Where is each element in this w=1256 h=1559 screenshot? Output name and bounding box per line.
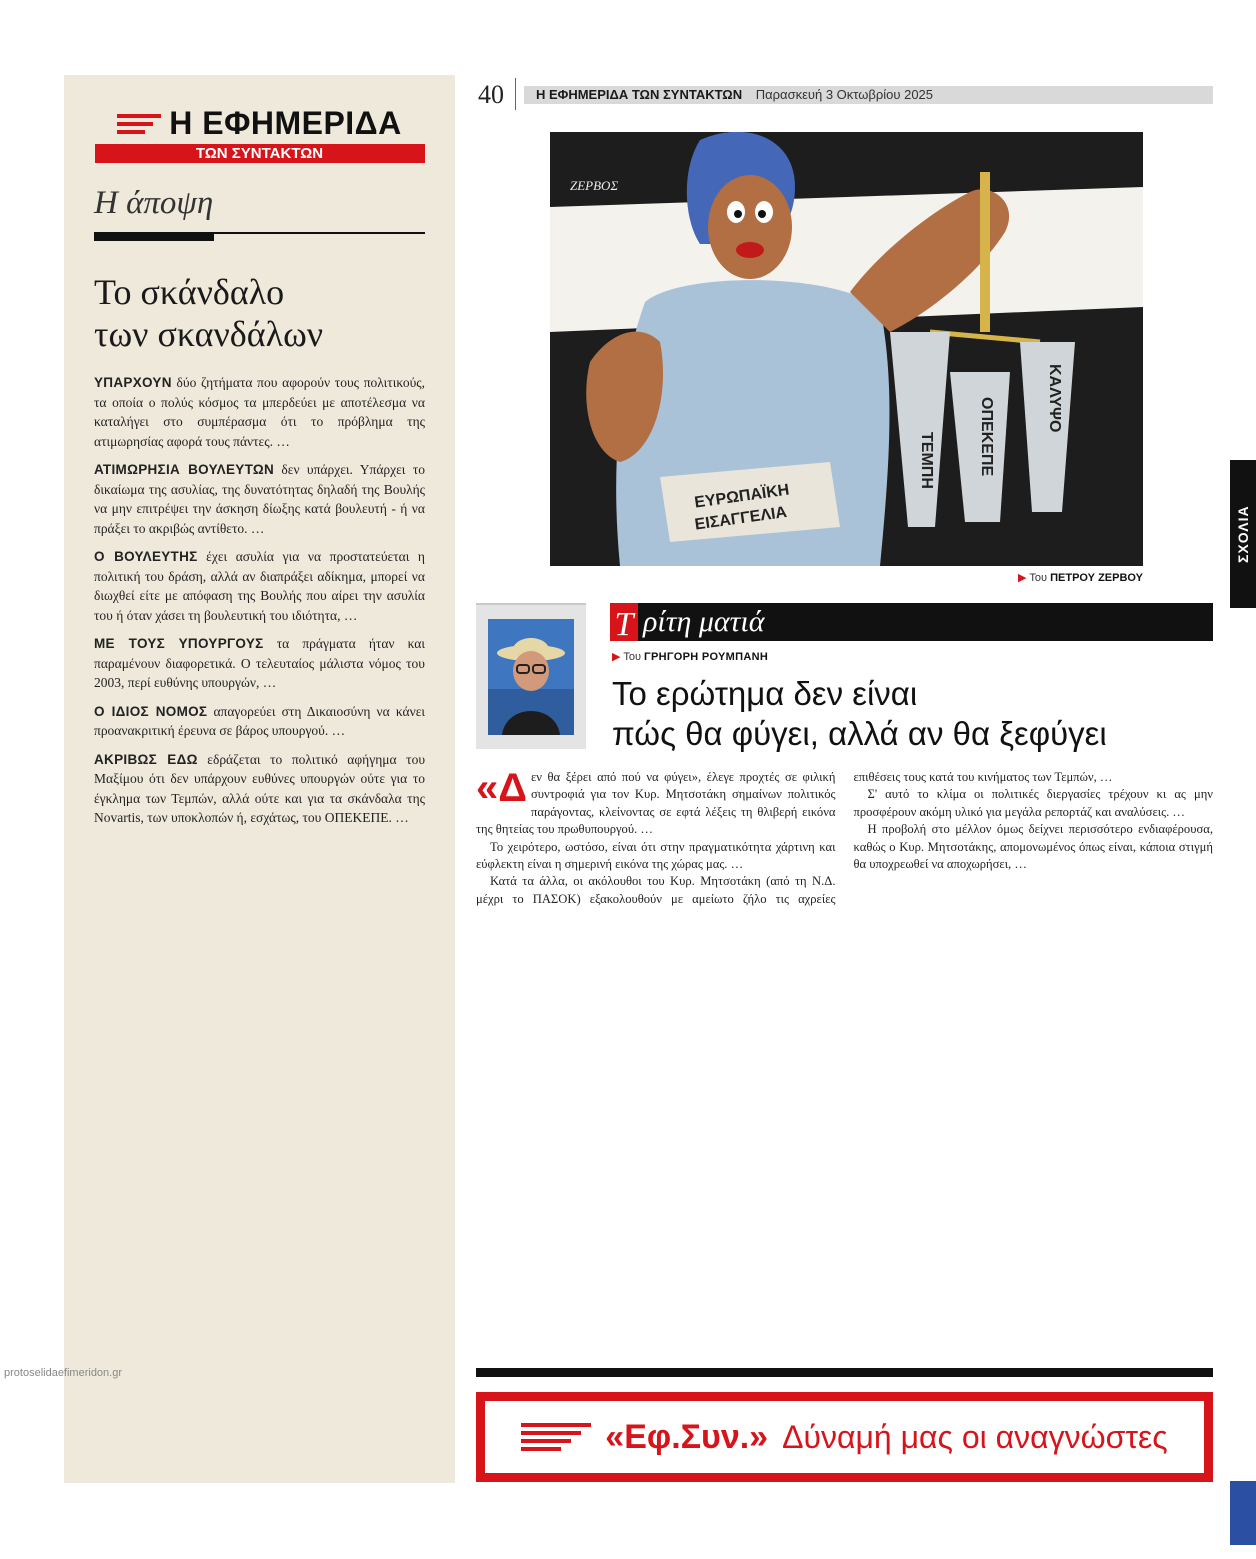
triangle-icon: ▶: [612, 651, 621, 663]
page-header: [478, 78, 1213, 110]
promo-banner[interactable]: [476, 1392, 1213, 1482]
promo-slogan: Δύναμή μας οι αναγνώστες: [782, 1418, 1168, 1455]
side-section-tab[interactable]: ΣΧΟΛΙΑ: [1230, 460, 1256, 608]
byline-name: ΓΡΗΓΟΡΗ ΡΟΥΜΠΑΝΗ: [644, 651, 769, 663]
column-banner: [610, 603, 1213, 641]
sword-label: ΟΠΕΚΕΠΕ: [978, 397, 995, 477]
paragraph-text: εν θα ξέρει από πού να φύγει», έλεγε προχτές σε φιλική συντροφιά για τον Κυρ. Μητσοτάκη σημαίνων πολιτικός παράγοντας, κλείνοντας σε εφτά λέξεις τη θλιβερή εικόνα της θητείας του πρωθυπουργού. …: [476, 770, 836, 837]
editorial-body: [94, 373, 425, 828]
sash-text-line1: ΕΥΡΩΠΑΪΚΗ: [693, 481, 791, 512]
blue-corner-marker: [1230, 1481, 1256, 1545]
section-rule: [94, 232, 425, 241]
article-paragraph: Το χειρότερο, ωστόσο, είναι ότι στην πραγματικότητα χάρτινη και εύφλεκτη είναι η σημερινή εικόνα της χώρας μας. …: [476, 839, 836, 872]
article-paragraph: Σ' αυτό το κλίμα οι πολιτικές διεργασίες τρέχουν κι ας μην προσφέρουν ακόμη υλικό για μεγάλα ρεπορτάζ και αναλύσεις. …: [853, 787, 1213, 819]
editorial-title: [94, 271, 425, 355]
header-divider: [515, 78, 516, 110]
cartoon-signature: ΖΕΡΒΟΣ: [570, 178, 619, 193]
article-paragraph: Κατά τα άλλα, οι ακόλουθοι του Κυρ. Μητσοτάκη (από τη Ν.Δ. μέχρι το ΠΑΣΟΚ) εξακολουθούν με αμείωτο ζήλο τις αχρείες επιθέσεις τους κατά του κινήματος των Τεμπών, …: [476, 770, 1113, 906]
paragraph-lead: Ο ΙΔΙΟΣ ΝΟΜΟΣ: [94, 703, 208, 719]
speed-lines-icon: [521, 1423, 591, 1451]
cartoon-credit: [1000, 571, 1143, 584]
masthead-logo[interactable]: [94, 105, 425, 142]
author-photo: [476, 603, 586, 749]
article-paragraph: Η προβολή στο μέλλον όμως δείχνει περισσότερο ενδιαφέρουσα, καθώς ο Κυρ. Μητσοτάκης, απομονωμένος όπως είναι, κάποια στιγμή θα υποχρεωθεί να αποχωρήσει, …: [853, 822, 1213, 872]
paragraph-text: έχει ασυλία για να προστατεύεται η πολιτική του δράση, αλλά αν διαπράξει αδίκημα, μπορεί να διωχθεί είτε με απόφαση της Βουλής που αίρει την ασυλία του ή όταν χάσει τη βουλευτική του ιδιότητα, …: [94, 549, 425, 623]
editorial-sidebar: [64, 75, 455, 1483]
paragraph-text: τα πράγματα ήταν και παραμένουν διαφορετικά. Ο τελευταίος μάλιστα νόμος του 2003, περί ευθύνης υπουργών, …: [94, 636, 426, 690]
article-body: [476, 766, 1213, 1349]
editorial-paragraph: [94, 702, 425, 741]
headline-line2: πώς θα φύγει, αλλά αν θα ξεφύγει: [612, 715, 1107, 752]
paragraph-lead: ΥΠΑΡΧΟΥΝ: [94, 375, 172, 390]
masthead-subname: ΤΩΝ ΣΥΝΤΑΚΤΩΝ: [95, 144, 425, 163]
paragraph-lead: ΜΕ ΤΟΥΣ ΥΠΟΥΡΓΟΥΣ: [94, 636, 264, 651]
credit-name: ΠΕΤΡΟΥ ΖΕΡΒΟΥ: [1050, 572, 1143, 584]
column-title: ρίτη ματιά: [643, 605, 765, 638]
paragraph-lead: Ο ΒΟΥΛΕΥΤΗΣ: [94, 549, 198, 564]
editorial-title-line1: Το σκάνδαλο: [94, 272, 285, 312]
paragraph-lead: ΑΤΙΜΩΡΗΣΙΑ ΒΟΥΛΕΥΤΩΝ: [94, 462, 275, 477]
masthead-name: Η ΕΦΗΜΕΡΙΔΑ: [169, 105, 402, 141]
site-watermark: protoselidaefimeridon.gr: [4, 1367, 123, 1379]
speed-lines-icon: [117, 114, 161, 134]
editorial-paragraph: [94, 460, 425, 538]
sword-label: ΤΕΜΠΗ: [918, 432, 935, 489]
editorial-paragraph: [94, 750, 425, 828]
cartoon-justice-figure-illustration: [550, 132, 1143, 566]
paragraph-text: εδράζεται το πολιτικό αφήγημα του Μαξίμου ότι δεν υπάρχουν ευθύνες υπουργών ούτε για το έγκλημα των Τεμπών, αλλά ούτε και για τα σκάνδαλα της Novartis, των υποκλοπών ή, εσχάτως, του ΟΠΕΚΕΠΕ. …: [94, 751, 425, 825]
editorial-paragraph: [94, 634, 425, 693]
author-portrait-icon: [488, 619, 574, 735]
paragraph-lead: ΑΚΡΙΒΩΣ ΕΔΩ: [94, 751, 198, 767]
triangle-icon: ▶: [1018, 572, 1027, 584]
section-label: Η άποψη: [94, 185, 214, 221]
column-initial: Τ: [610, 603, 638, 641]
editorial-paragraph: [94, 547, 425, 625]
paragraph-text: απαγορεύει στη Δικαιοσύνη να κάνει προανακριτική έρευνα σε βάρος υπουργού. …: [94, 703, 425, 738]
dropcap: «Δ: [476, 766, 527, 810]
header-paper-name: Η ΕΦΗΜΕΡΙΔΑ ΤΩΝ ΣΥΝΤΑΚΤΩΝ: [536, 87, 743, 102]
promo-inner: [485, 1401, 1204, 1473]
editorial-paragraph: [94, 373, 425, 451]
header-band: [524, 86, 1213, 104]
bottom-rule: [476, 1368, 1213, 1377]
header-date: Παρασκευή 3 Οκτωβρίου 2025: [755, 87, 934, 102]
editorial-title-line2: των σκανδάλων: [94, 314, 324, 354]
column-byline: [612, 650, 768, 663]
promo-brand: «Εφ.Συν.»: [605, 1417, 769, 1456]
paragraph-text: δύο ζητήματα που αφορούν τους πολιτικούς, τα οποία ο πολύς κόσμος τα μπερδεύει με αποτέλεσμα να καταλήγει στο συμπέρασμα ότι το πρόβλημα της ατιμωρησίας αφορά τους πάντες. …: [94, 375, 425, 449]
paragraph-text: δεν υπάρχει. Υπάρχει το δικαίωμα της ασυλίας, της δυνατότητας δηλαδή της Βουλής να μην επιτρέψει την άσκηση δίωξης κατά βουλευτή - ή να πράξει το ακριβώς αντίθετο. …: [94, 462, 425, 536]
credit-prefix: Του: [1029, 572, 1048, 584]
editorial-cartoon: [550, 132, 1143, 566]
headline-line1: Το ερώτημα δεν είναι: [612, 675, 918, 712]
sword-label: ΚΑΛΥΨΟ: [1046, 364, 1063, 433]
article-headline: [612, 674, 1212, 754]
byline-prefix: Του: [623, 651, 641, 663]
page-number: 40: [478, 80, 504, 109]
article-paragraph: [476, 766, 836, 839]
sash-text-line2: ΕΙΣΑΓΓΕΛΙΑ: [693, 503, 789, 534]
